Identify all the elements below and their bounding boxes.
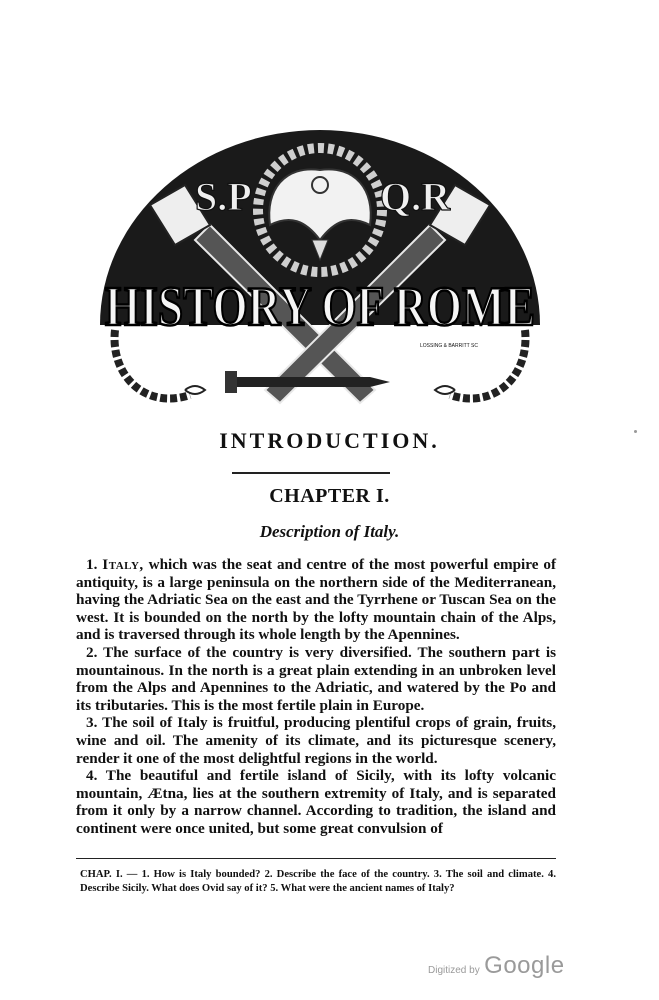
google-watermark bbox=[428, 952, 565, 980]
paragraph bbox=[76, 556, 556, 644]
paragraph-number: 2. bbox=[86, 643, 98, 661]
spqr-right-text: Q.R bbox=[380, 174, 450, 219]
paragraph-text: which was the seat and centre of the most powerful empire of antiquity, is a large peninsula on the northern side of the Mediterranean, having the Adriatic Sea on the east and the Tyrrhene or Tuscan Sea on the west. It is bounded on the north by the lofty mountain chain of the Alps, and is traversed through its whole length by the Apennines. bbox=[76, 556, 557, 644]
right-wreath-branch bbox=[450, 330, 525, 399]
introduction-heading: INTRODUCTION. bbox=[219, 428, 440, 453]
heading-divider bbox=[232, 472, 390, 474]
margin-speck bbox=[634, 430, 637, 433]
paragraph bbox=[76, 767, 556, 837]
right-ribbon-bow bbox=[435, 386, 455, 394]
paragraph bbox=[76, 714, 556, 767]
engraver-credit: LOSSING & BARRITT SC bbox=[420, 343, 478, 349]
footnote-divider bbox=[76, 858, 556, 859]
left-wreath-branch bbox=[115, 330, 190, 399]
chapter-heading: CHAPTER I. bbox=[269, 485, 390, 507]
chapter-body bbox=[76, 556, 556, 838]
paragraph-lead-word: Italy, bbox=[102, 556, 144, 573]
emblem-illustration bbox=[90, 115, 550, 420]
watermark-brand: Google bbox=[484, 952, 565, 979]
left-ribbon-bow bbox=[185, 386, 205, 394]
paragraph-text: The soil of Italy is fruitful, producing plentiful crops of grain, fruits, wine and oil. The amenity of its climate, and its picturesque scenery, render it one of the most delightful regions in the world. bbox=[76, 714, 556, 767]
paragraph-text: The surface of the country is very diversified. The southern part is mountainous. In the north is a great plain extending in an unbroken level from the Alps and Apennines to the Adriatic, and watered by the Po and its tributaries. This is the most fertile plain in Europe. bbox=[76, 643, 556, 714]
paragraph bbox=[76, 644, 556, 714]
study-questions-footnote: CHAP. I. — 1. How is Italy bounded? 2. Describe the face of the country. 3. The soil and climate. 4. Describe Sicily. What does Ovid say of it? 5. What were the ancient names of Italy? bbox=[80, 869, 556, 894]
history-of-rome-emblem bbox=[90, 115, 550, 420]
chapter-subtitle: Description of Italy. bbox=[259, 522, 400, 541]
paragraph-number: 3. bbox=[86, 714, 98, 732]
spqr-left-text: S.P bbox=[195, 174, 252, 219]
banner-title-text: HISTORY OF ROME bbox=[105, 276, 535, 338]
watermark-prefix: Digitized by bbox=[428, 965, 480, 976]
paragraph-number: 1. bbox=[86, 556, 98, 573]
paragraph-number: 4. bbox=[86, 767, 98, 785]
paragraph-text: The beautiful and fertile island of Sicily, with its lofty volcanic mountain, Ætna, lies at the southern extremity of Italy, and is separated from it only by a narrow channel. According to tradition, the island and continent were once united, but some great convulsion of bbox=[76, 767, 556, 837]
